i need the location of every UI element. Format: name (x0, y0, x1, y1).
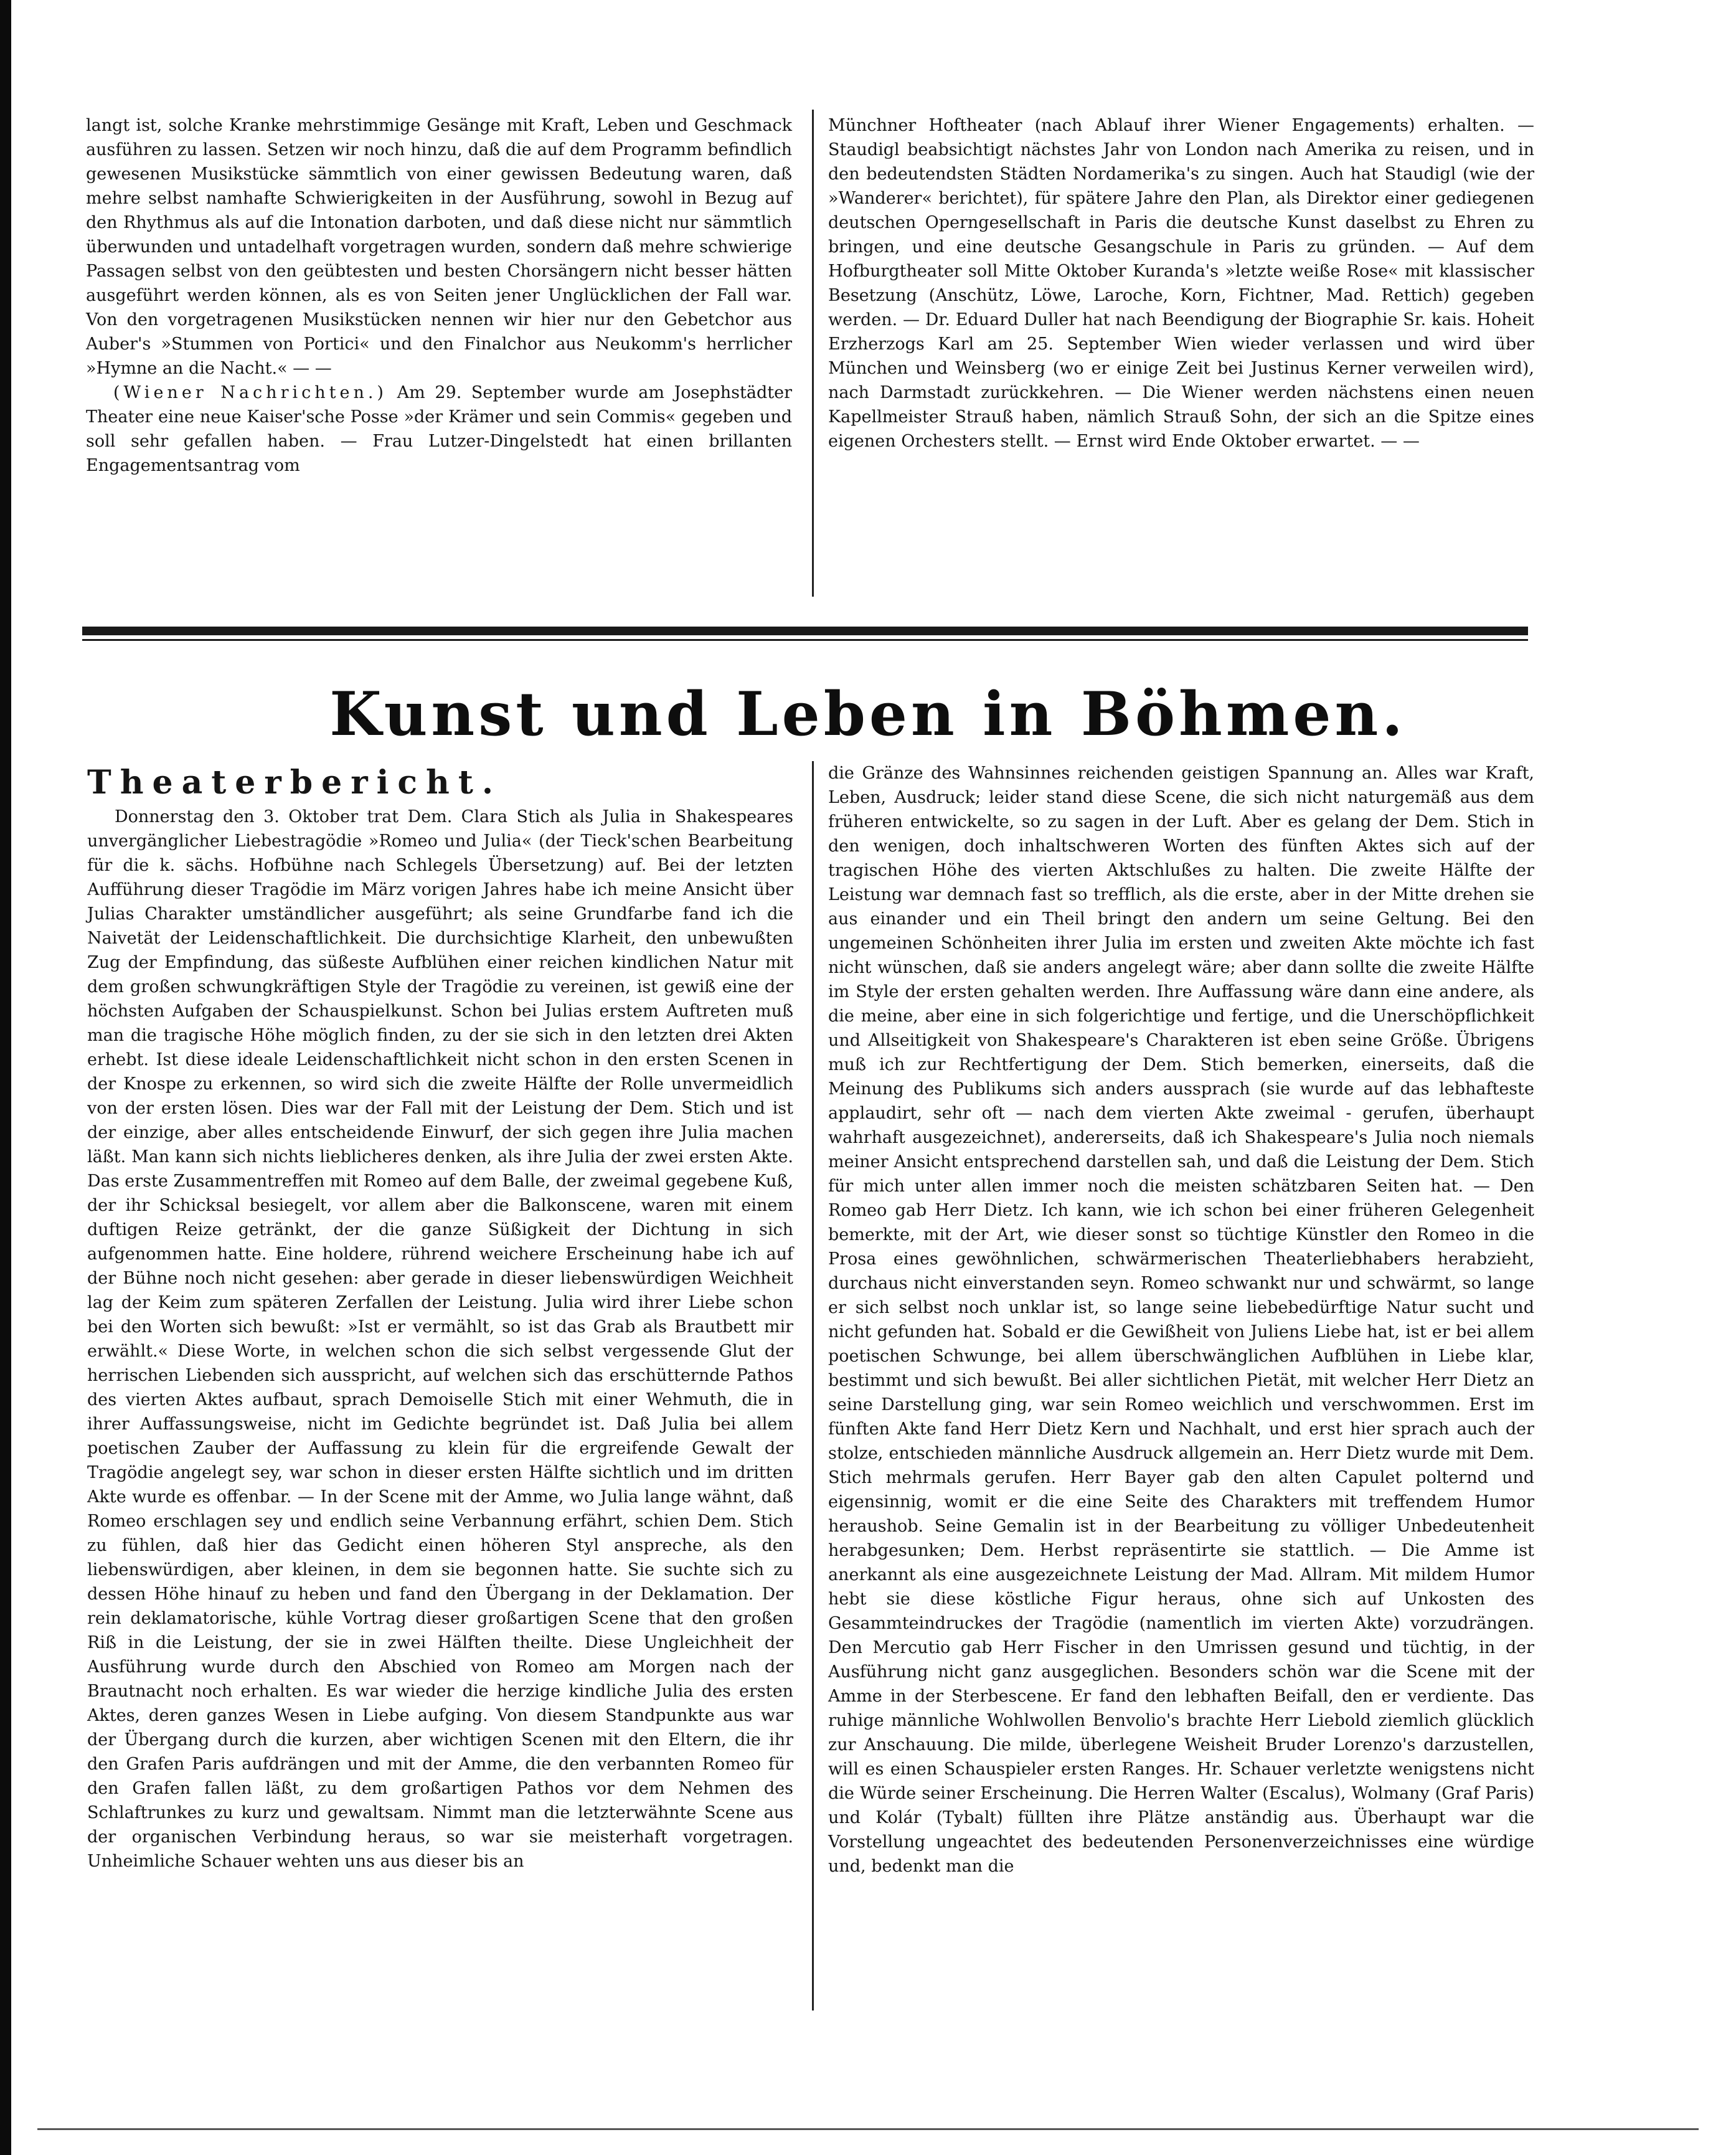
article-column-divider (812, 761, 814, 2011)
binding-edge (0, 0, 11, 2155)
wiener-nachrichten-lead: (Wiener Nachrichten.) (113, 383, 387, 402)
top-left-paragraph-2-text: Am 29. September wurde am Josephstädter Theater eine neue Kaiser'sche Posse »der Krämer und sein Commis« gegeben und soll sehr gefallen haben. — Frau Lutzer-Dingelstedt hat einen brillanten Engagementsantrag vom (86, 383, 792, 475)
article-left-text: Donnerstag den 3. Oktober trat Dem. Clara Stich als Julia in Shakespeares unvergänglicher Liebestragödie »Romeo und Julia« (der Tieck'schen Bearbeitung für die k. sächs. Hofbühne nach Schlegels Übersetzung) auf. Bei der letzten Aufführung dieser Tragödie im März vorigen Jahres habe ich meine Ansicht über Julias Charakter umständlicher ausgeführt; als seine Grundfarbe fand ich die Naivetät der Leidenschaftlichkeit. Die durchsichtige Klarheit, den unbewußten Zug der Empfindung, das süßeste Aufblühen einer reichen kindlichen Natur mit dem großen schwungkräftigen Style der Tragödie zu vereinen, ist gewiß eine der höchsten Aufgaben der Schauspielkunst. Schon bei Julias erstem Auftreten muß man die tragische Höhe möglich finden, zu der sie sich in den letzten drei Akten erhebt. Ist diese ideale Leidenschaftlichkeit nicht schon in den ersten Scenen in der Knospe zu erkennen, so wird sich die zweite Hälfte der Rolle unvermeidlich von der ersten lösen. Dies war der Fall mit der Leistung der Dem. Stich und ist der einzige, aber alles entscheidende Einwurf, der sich gegen ihre Julia machen läßt. Man kann sich nichts lieblicheres denken, als ihre Julia der zwei ersten Akte. Das erste Zusammentreffen mit Romeo auf dem Balle, der zweimal gegebene Kuß, der ihr Schicksal besiegelt, vor allem aber die Balkonscene, waren mit einem duftigen Reize getränkt, der die ganze Süßigkeit der Dichtung in sich aufgenommen hatte. Eine holdere, rührend weichere Erscheinung habe ich auf der Bühne noch nicht gesehen: aber gerade in dieser liebenswürdigen Weichheit lag der Keim zum späteren Zerfallen der Leistung. Julia wird ihrer Liebe schon bei den Worten sich bewußt: »Ist er vermählt, so ist das Grab als Brautbett mir erwählt.« Diese Worte, in welchen schon die sich selbst vergessende Glut der herrischen Liebenden sich ausspricht, auf welchen sich das erschütternde Pathos des vierten Aktes aufbaut, sprach Demoiselle Stich mit einer Wehmuth, die in ihrer Auffassungsweise, nicht im Gedichte begründet ist. Daß Julia bei allem poetischen Zauber der Auffassung zu klein für die ergreifende Gewalt der Tragödie angelegt sey, war schon in dieser ersten Hälfte sichtlich und im dritten Akte wurde es offenbar. — In der Scene mit der Amme, wo Julia lange wähnt, daß Romeo erschlagen sey und endlich seine Verbannung erfährt, schien Dem. Stich zu fühlen, daß hier das Gedicht einen höheren Styl anspreche, als den liebenswürdigen, aber kleinen, in dem sie begonnen hatte. Sie suchte sich zu dessen Höhe hinauf zu heben und fand den Übergang in der Deklamation. Der rein deklamatorische, kühle Vortrag dieser großartigen Scene that den großen Riß in die Leistung, der sie in zwei Hälften theilte. Diese Ungleichheit der Ausführung wurde durch den Abschied von Romeo am Morgen nach der Brautnacht noch erhalten. Es war wieder die herzige kindliche Julia des ersten Aktes, deren ganzes Wesen in Liebe aufging. Von diesem Standpunkte aus war der Übergang durch die kurzen, aber wichtigen Scenen mit den Eltern, die ihr den Grafen Paris aufdrängen und mit der Amme, die den verbannten Romeo für den Grafen fallen läßt, zu dem großartigen Pathos vor dem Nehmen des Schlaftrunkes zu kurz und gewaltsam. Nimmt man die letzterwähnte Scene aus der organischen Verbindung heraus, so war sie meisterhaft vorgetragen. Unheimliche Schauer wehten uns aus dieser bis an (87, 807, 793, 1871)
article-subheading: Theaterbericht. (87, 764, 502, 802)
article-right-column (828, 761, 1534, 1878)
article-right-text: die Gränze des Wahnsinnes reichenden geistigen Spannung an. Alles war Kraft, Leben, Ausdruck; leider stand diese Scene, die sich nicht naturgemäß aus dem früheren entwickelte, so zu sagen in der Luft. Aber es gelang der Dem. Stich in den wenigen, doch inhaltschweren Worten des fünften Aktes sich auf der tragischen Höhe des vierten Aktschlußes zu halten. Die zweite Hälfte der Leistung war demnach fast so trefflich, als die erste, aber in der Mitte drehen sie aus einander und ein Theil bringt den andern um seine Geltung. Bei den ungemeinen Schönheiten ihrer Julia im ersten und zweiten Akte möchte ich fast nicht wünschen, daß sie anders angelegt wäre; aber dann sollte die zweite Hälfte im Style der ersten gehalten werden. Ihre Auffassung wäre dann eine andere, als die meine, aber eine in sich folgerichtige und fertige, und die Unerschöpflichkeit und Allseitigkeit von Shakespeare's Charakteren ist eben seine Größe. Übrigens muß ich zur Rechtfertigung der Dem. Stich bemerken, einerseits, daß die Meinung des Publikums sich anders aussprach (sie wurde auf das lebhafteste applaudirt, sehr oft — nach dem vierten Akte zweimal - gerufen, überhaupt wahrhaft ausgezeichnet), andererseits, daß ich Shakespeare's Julia noch niemals meiner Ansicht entsprechend darstellen sah, und daß die Leistung der Dem. Stich für mich unter allen immer noch die meisten schätzbaren Seiten hat. — Den Romeo gab Herr Dietz. Ich kann, wie ich schon bei einer früheren Gelegenheit bemerkte, mit der Art, wie dieser sonst so tüchtige Künstler den Romeo in die Prosa eines gewöhnlichen, schwärmerischen Theaterliebhabers herabzieht, durchaus nicht einverstanden seyn. Romeo schwankt nur und schwärmt, so lange er sich selbst noch unklar ist, so lange seine liebebedürftige Natur sucht und nicht gefunden hat. Sobald er die Gewißheit von Juliens Liebe hat, ist er bei allem poetischen Schwunge, bei allem überschwänglichen Aufblühen in Liebe klar, bestimmt und sich bewußt. Bei aller sichtlichen Pietät, mit welcher Herr Dietz an seine Darstellung ging, war sein Romeo weichlich und verschwommen. Erst im fünften Akte fand Herr Dietz Kern und Nachhalt, und erst hier sprach auch der stolze, entschieden männliche Ausdruck allgemein an. Herr Dietz wurde mit Dem. Stich mehrmals gerufen. Herr Bayer gab den alten Capulet polternd und eigensinnig, womit er die eine Seite des Charakters mit treffendem Humor heraushob. Seine Gemalin ist in der Bearbeitung zu völliger Unbedeutenheit herabgesunken; Dem. Herbst repräsentirte sie stattlich. — Die Amme ist anerkannt als eine ausgezeichnete Leistung der Mad. Allram. Mit mildem Humor hebt sie diese köstliche Figur heraus, ohne sich auf Unkosten des Gesammteindruckes der Tragödie (namentlich im vierten Akte) vorzudrängen. Den Mercutio gab Herr Fischer in den Umrissen gesund und tüchtig, in der Ausführung nicht ganz ausgeglichen. Besonders schön war die Scene mit der Amme in der Sterbescene. Er fand den lebhaften Beifall, den er verdiente. Das ruhige männliche Wohlwollen Benvolio's brachte Herr Liebold ziemlich glücklich zur Anschauung. Die milde, überlegene Weisheit Bruder Lorenzo's darzustellen, will es einen Schauspieler ersten Ranges. Hr. Schauer verletzte wenigstens nicht die Würde seiner Erscheinung. Die Herren Walter (Escalus), Wolmany (Graf Paris) und Kolár (Tybalt) füllten ihre Plätze anständig aus. Überhaupt war die Vorstellung ungeachtet des bedeutenden Personenverzeichnisses eine würdige und, bedenkt man die (828, 764, 1534, 1876)
top-left-paragraph-1: langt ist, solche Kranke mehrstimmige Gesänge mit Kraft, Leben und Geschmack ausführen zu lassen. Setzen wir noch hinzu, daß die auf dem Programm befindlich gewesenen Musikstücke sämmtlich von einer gewissen Bedeutung waren, daß mehre selbst namhafte Schwierigkeiten in der Ausführung, sowohl in Bezug auf den Rhythmus als auf die Intonation darboten, und daß diese nicht nur sämmtlich überwunden und untadelhaft vorgetragen wurden, sondern daß mehre schwierige Passagen selbst von den geübtesten und besten Chorsängern nicht besser hätten ausgeführt werden können, als es von Seiten jener Unglücklichen der Fall war. Von den vorgetragenen Musikstücken nennen wir hier nur den Gebetchor aus Auber's »Stummen von Portici« und den Finalchor aus Neukomm's herrlicher »Hymne an die Nacht.« — — (86, 116, 792, 378)
section-divider-thin (82, 639, 1528, 641)
top-right-column (828, 113, 1534, 453)
top-column-divider (812, 110, 814, 597)
section-title: Kunst und Leben in Böhmen. (329, 679, 1407, 749)
page-bottom-line (37, 2128, 1699, 2130)
article-left-column (87, 761, 793, 1873)
section-divider-thick (82, 627, 1528, 635)
top-right-paragraph: Münchner Hoftheater (nach Ablauf ihrer Wiener Engagements) erhalten. — Staudigl beabsichtigt nächstes Jahr von London nach Amerika zu reisen, und in den bedeutendsten Städten Nordamerika's zu singen. Auch hat Staudigl (wie der »Wanderer« berichtet), für spätere Jahre den Plan, als Direktor einer gediegenen deutschen Operngesellschaft in Paris die deutsche Kunst daselbst zu Ehren zu bringen, und eine deutsche Gesangschule in Paris zu gründen. — Auf dem Hofburgtheater soll Mitte Oktober Kuranda's »letzte weiße Rose« mit klassischer Besetzung (Anschütz, Löwe, Laroche, Korn, Fichtner, Mad. Rettich) gegeben werden. — Dr. Eduard Duller hat nach Beendigung der Biographie Sr. kais. Hoheit Erzherzogs Karl am 25. September Wien wieder verlassen und wird über München und Weinsberg (wo er einige Zeit bei Justinus Kerner verweilen wird), nach Darmstadt zurückkehren. — Die Wiener werden nächstens einen neuen Kapellmeister Strauß haben, nämlich Strauß Sohn, der sich an die Spitze eines eigenen Orchesters stellt. — Ernst wird Ende Oktober erwartet. — — (828, 116, 1534, 451)
top-left-column (86, 113, 792, 478)
top-left-paragraph-2 (86, 381, 792, 478)
